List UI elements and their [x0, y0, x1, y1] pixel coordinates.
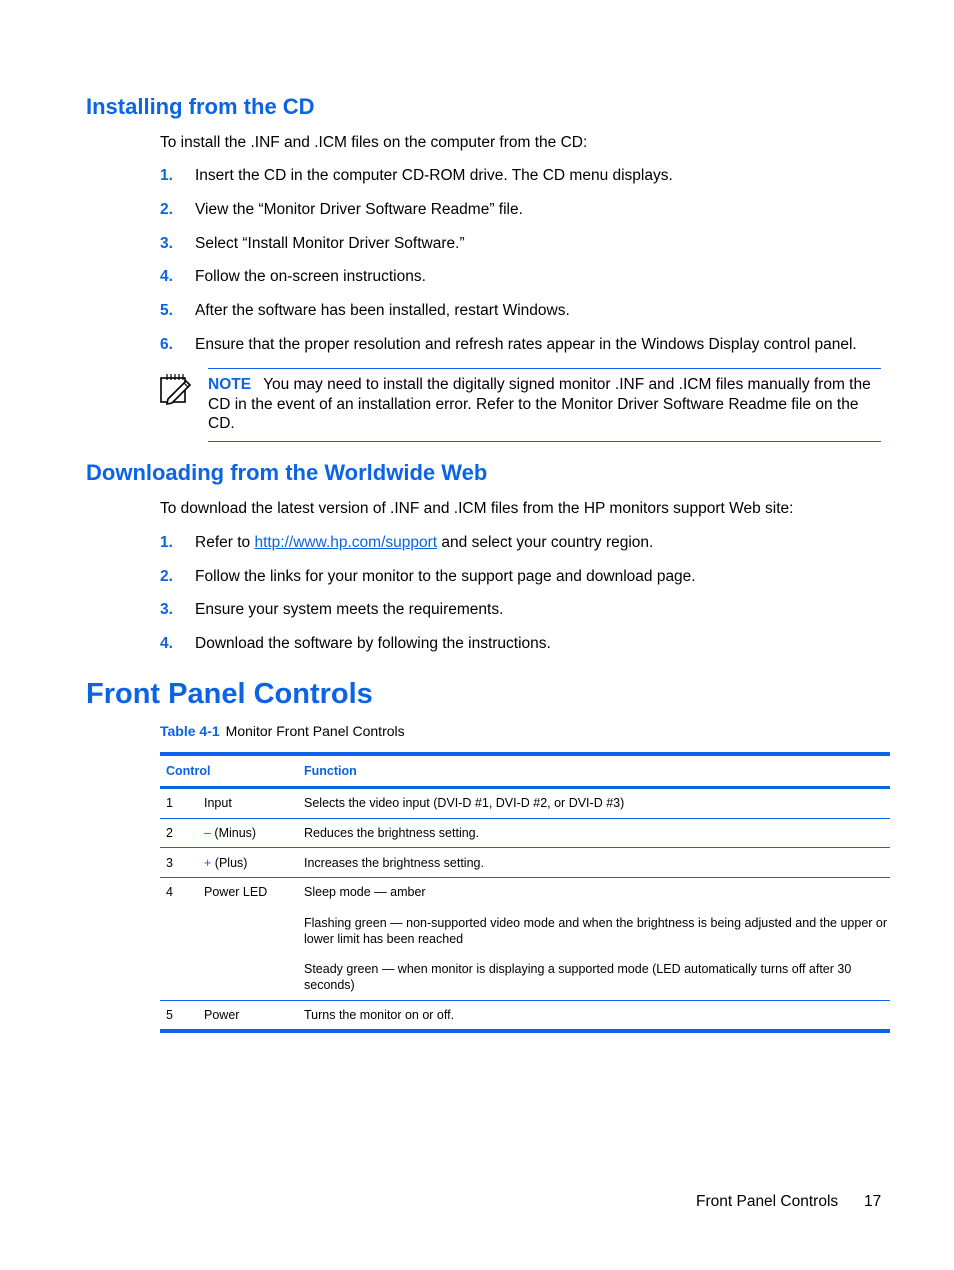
step-number: 1.: [160, 167, 173, 184]
step-text: Insert the CD in the computer CD-ROM drive. The CD menu displays.: [195, 167, 673, 184]
step-number: 4.: [160, 635, 173, 652]
note-box: [208, 368, 881, 442]
page-number: 17: [864, 1193, 882, 1210]
step-text-post: and select your country region.: [437, 534, 654, 551]
function-text: Flashing green — non-supported video mode and when the brightness is being adjusted and the upper or lower limit has been reached: [304, 916, 888, 946]
control-name: Input: [204, 796, 232, 810]
control-name: Power: [204, 1008, 240, 1022]
control-name: [204, 825, 256, 841]
step-number: 3.: [160, 601, 173, 618]
control-name: [204, 855, 247, 871]
step-number: 2.: [160, 201, 173, 218]
function-text: Selects the video input (DVI-D #1, DVI-D #2, or DVI-D #3): [304, 796, 625, 810]
minus-symbol: –: [204, 826, 211, 840]
control-name: Power LED: [204, 885, 268, 899]
step-text: Ensure that the proper resolution and refresh rates appear in the Windows Display control panel.: [195, 336, 857, 353]
step-text: After the software has been installed, restart Windows.: [195, 302, 570, 319]
heading-downloading-from-web: Downloading from the Worldwide Web: [86, 460, 488, 485]
step-number: 4.: [160, 268, 173, 285]
table-bottom-rule: [160, 1029, 890, 1033]
row-number: 3: [166, 856, 173, 870]
function-text: Sleep mode — amber: [304, 885, 426, 899]
step-text-pre: Refer to: [195, 534, 255, 551]
function-text: Reduces the brightness setting.: [304, 826, 480, 840]
heading-installing-from-cd: Installing from the CD: [86, 94, 315, 119]
note-pencil-icon: [159, 372, 193, 406]
table-caption: [160, 723, 405, 739]
plus-symbol: +: [204, 856, 212, 870]
row-number: 2: [166, 826, 173, 840]
heading-front-panel-controls: Front Panel Controls: [86, 678, 373, 710]
column-header-control: Control: [166, 764, 211, 778]
function-text: Increases the brightness setting.: [304, 856, 484, 870]
step-text: Ensure your system meets the requirements.: [195, 601, 504, 618]
function-text: Turns the monitor on or off.: [304, 1008, 455, 1022]
step-number: 3.: [160, 235, 173, 252]
step-text: Download the software by following the instructions.: [195, 635, 551, 652]
step-number: 6.: [160, 336, 173, 353]
step-number: 1.: [160, 534, 173, 551]
row-number: 1: [166, 796, 173, 810]
table-header-rule: [160, 786, 890, 789]
row-divider: [160, 847, 890, 848]
download-intro: To download the latest version of .INF and .ICM files from the HP monitors support Web site:: [160, 500, 794, 517]
hp-support-link[interactable]: http://www.hp.com/support: [254, 534, 438, 551]
control-label: (Minus): [210, 826, 257, 840]
row-divider: [160, 818, 890, 819]
table-top-rule: [160, 752, 890, 756]
step-text: View the “Monitor Driver Software Readme” file.: [195, 201, 523, 218]
function-text: Steady green — when monitor is displaying a supported mode (LED automatically turns off after 30 seconds): [304, 962, 852, 992]
step-number: 5.: [160, 302, 173, 319]
note-text: You may need to install the digitally signed monitor .INF and .ICM files manually from the CD in the event of an installation error. Refer to the Monitor Driver Software Readme file on the CD.: [208, 376, 871, 432]
row-number: 5: [166, 1008, 173, 1022]
step-text: Follow the links for your monitor to the support page and download page.: [195, 568, 696, 585]
control-label: (Plus): [211, 856, 248, 870]
install-intro: To install the .INF and .ICM files on the computer from the CD:: [160, 134, 588, 151]
row-divider: [160, 877, 890, 878]
step-text: Follow the on-screen instructions.: [195, 268, 426, 285]
table-label: Table 4-1: [160, 723, 220, 739]
row-divider: [160, 1000, 890, 1001]
note-content: [208, 375, 883, 434]
step-text: [195, 534, 653, 552]
table-title: Monitor Front Panel Controls: [225, 723, 405, 739]
column-header-function: Function: [304, 764, 357, 778]
row-number: 4: [166, 885, 173, 899]
step-number: 2.: [160, 568, 173, 585]
step-text: Select “Install Monitor Driver Software.”: [195, 235, 465, 252]
footer-section-title: Front Panel Controls: [696, 1193, 839, 1210]
note-label: NOTE: [208, 376, 252, 393]
